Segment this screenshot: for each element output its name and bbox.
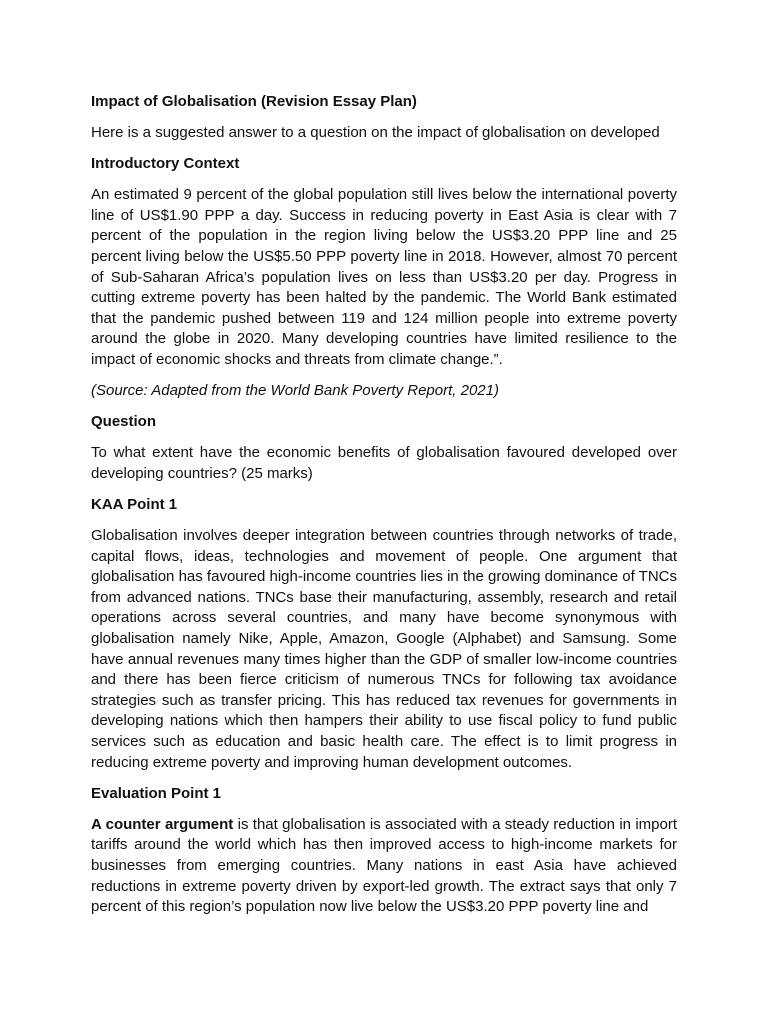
evaluation-lead: A counter argument: [91, 815, 234, 833]
source-citation: (Source: Adapted from the World Bank Poverty Report, 2021): [91, 382, 499, 400]
evaluation-paragraph-container: [91, 815, 677, 918]
document-page: [91, 92, 677, 928]
question-heading: Question: [91, 413, 157, 431]
intro-text: Here is a suggested answer to a question on the impact of globalisation on developed: [91, 124, 660, 142]
evaluation-paragraph: is that globalisation is associated with a steady reduction in import tariffs around the world which has then improved access to high-income markets for businesses from emerging countries. Many nations in east Asia have achieved reductions in extreme poverty driven by export-led growth. The extract says that only 7 percent of this region’s population now live below the US$3.20 PPP poverty line and: [91, 815, 677, 916]
document-title: Impact of Globalisation (Revision Essay Plan): [91, 93, 417, 110]
evaluation-heading: Evaluation Point 1: [91, 784, 222, 802]
kaa-paragraph: Globalisation involves deeper integration between countries through networks of trade, capital flows, ideas, technologies and movement of people. One argument that globalisation has favoured high-income countries lies in the growing dominance of TNCs from advanced nations. TNCs base their manufacturing, assembly, research and retail operations across several countries, and many have become synonymous with globalisation namely Nike, Apple, Amazon, Google (Alphabet) and Samsung. Some have annual revenues many times higher than the GDP of smaller low-income countries and there has been fierce criticism of numerous TNCs for following tax avoidance strategies such as transfer pricing. This has reduced tax revenues for governments in developing nations which then hampers their ability to use fiscal policy to fund public services such as education and basic health care. The effect is to limit progress in reducing extreme poverty and improving human development outcomes.: [91, 527, 677, 771]
question-text: To what extent have the economic benefits of globalisation favoured developed over developing countries? (25 marks): [91, 444, 677, 482]
context-heading: Introductory Context: [91, 155, 240, 173]
context-paragraph: An estimated 9 percent of the global population still lives below the international poverty line of US$1.90 PPP a day. Success in reducing poverty in East Asia is clear with 7 percent of the population in the region living below the US$3.20 PPP line and 25 percent living below the US$5.50 PPP poverty line in 2018. However, almost 70 percent of Sub-Saharan Africa’s population lives on less than US$3.20 per day. Progress in cutting extreme poverty has been halted by the pandemic. The World Bank estimated that the pandemic pushed between 119 and 124 million people into extreme poverty around the globe in 2020. Many developing countries have limited resilience to the impact of economic shocks and threats from climate change.”.: [91, 186, 677, 369]
kaa-heading: KAA Point 1: [91, 496, 178, 513]
